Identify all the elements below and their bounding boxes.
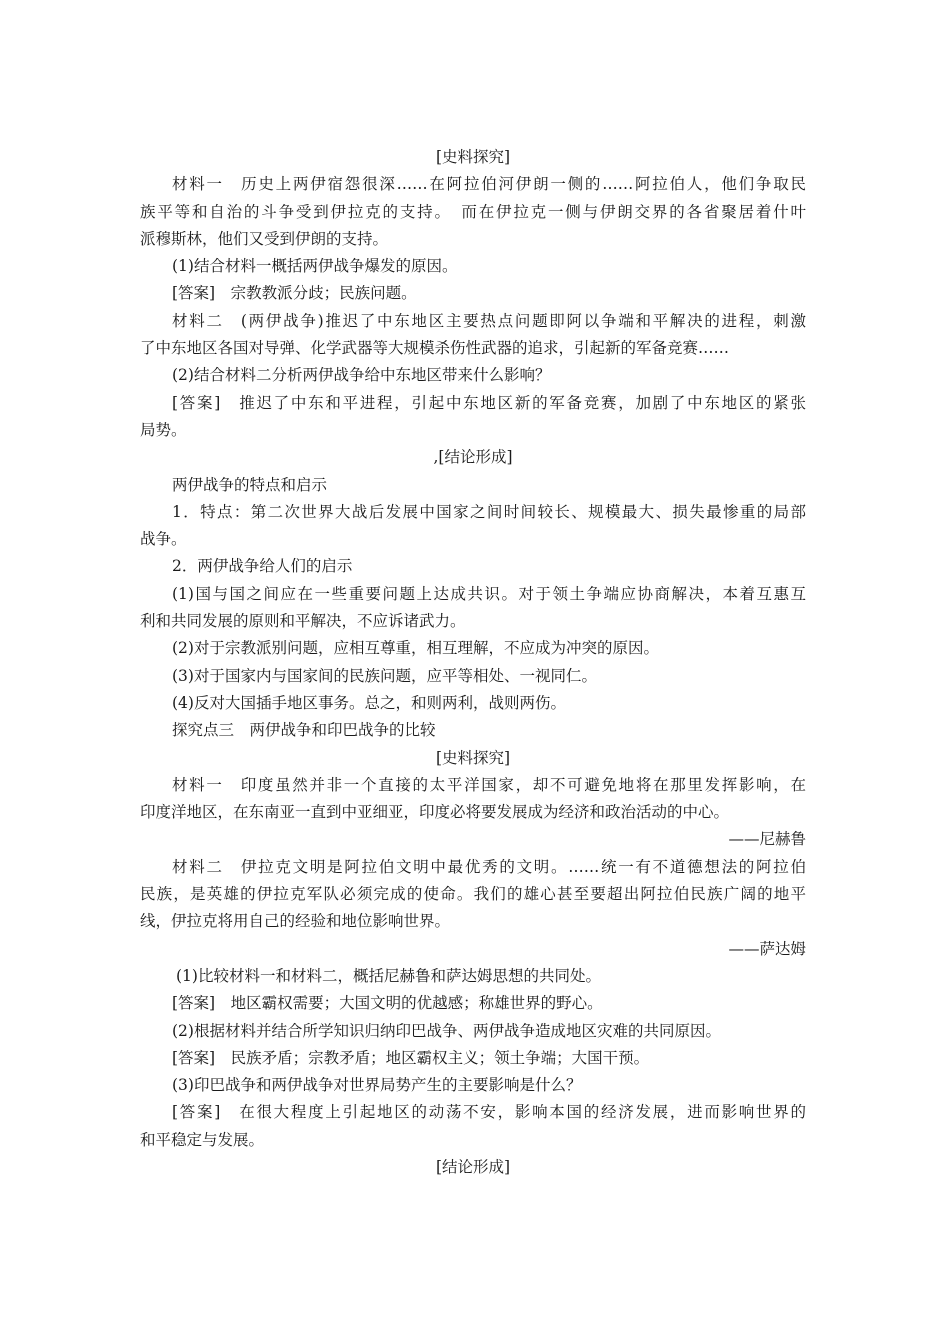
material-two-line-2: 了中东地区各国对导弹、化学武器等大规模杀伤性武器的追求，引起新的军备竞赛…… bbox=[140, 339, 730, 358]
attribution-nehru: ——尼赫鲁 bbox=[728, 830, 806, 849]
compare-answer-3-line-2: 和平稳定与发展。 bbox=[140, 1130, 265, 1149]
answer-2-line-1: [答案] 推迟了中东和平进程，引起中东地区新的军备竞赛，加剧了中东地区的紧张 bbox=[172, 393, 806, 412]
material-one-line-1: 材料一 历史上两伊宿怨很深……在阿拉伯河伊朗一侧的……阿拉伯人，他们争取民 bbox=[172, 175, 806, 194]
enlightenment-1-line-2: 利和共同发展的原则和平解决，不应诉诸武力。 bbox=[140, 612, 466, 631]
saddam-material-line-3: 线，伊拉克将用自己的经验和地位影响世界。 bbox=[140, 912, 451, 931]
section-heading-historical-inquiry-2: [史料探究] bbox=[435, 748, 511, 767]
enlightenment-4: (4)反对大国插手地区事务。总之，和则两利，战则两伤。 bbox=[172, 693, 566, 712]
document-page bbox=[140, 144, 806, 1181]
compare-question-1: (1)比较材料一和材料二，概括尼赫鲁和萨达姆思想的共同处。 bbox=[176, 966, 601, 985]
compare-answer-3-line-1: [答案] 在很大程度上引起地区的动荡不安，影响本国的经济发展，进而影响世界的 bbox=[172, 1103, 806, 1122]
inquiry-point-three: 探究点三 两伊战争和印巴战争的比较 bbox=[172, 721, 436, 740]
section-heading-historical-inquiry: [史料探究] bbox=[435, 148, 511, 166]
answer-2-line-2: 局势。 bbox=[140, 420, 187, 439]
enlightenment-2: (2)对于宗教派别问题，应相互尊重，相互理解，不应成为冲突的原因。 bbox=[172, 639, 659, 658]
enlightenment-3: (3)对于国家内与国家间的民族问题，应平等相处、一视同仁。 bbox=[172, 666, 597, 685]
saddam-material-line-1: 材料二 伊拉克文明是阿拉伯文明中最优秀的文明。……统一有不道德想法的阿拉伯 bbox=[172, 857, 806, 876]
attribution-saddam: ——萨达姆 bbox=[728, 939, 806, 958]
material-one-line-3: 派穆斯林，他们又受到伊朗的支持。 bbox=[140, 229, 389, 248]
feature-line-2: 战争。 bbox=[140, 530, 187, 549]
feature-line-1: 1．特点：第二次世界大战后发展中国家之间时间较长、规模最大、损失最惨重的局部 bbox=[172, 502, 806, 521]
question-2: (2)结合材料二分析两伊战争给中东地区带来什么影响？ bbox=[172, 366, 551, 385]
question-1: (1)结合材料一概括两伊战争爆发的原因。 bbox=[172, 257, 458, 276]
compare-answer-1: [答案] 地区霸权需要；大国文明的优越感；称雄世界的野心。 bbox=[172, 994, 603, 1013]
enlightenment-1-line-1: (1)国与国之间应在一些重要问题上达成共识。对于领土争端应协商解决，本着互惠互 bbox=[172, 584, 806, 603]
compare-question-3: (3)印巴战争和两伊战争对世界局势产生的主要影响是什么？ bbox=[172, 1076, 582, 1095]
section-heading-conclusion: ,[结论形成] bbox=[433, 448, 513, 467]
section-heading-conclusion-2: [结论形成] bbox=[435, 1157, 511, 1176]
compare-question-2: (2)根据材料并结合所学知识归纳印巴战争、两伊战争造成地区灾难的共同原因。 bbox=[172, 1021, 721, 1040]
saddam-material-line-2: 民族，是英雄的伊拉克军队必须完成的使命。我们的雄心甚至要超出阿拉伯民族广阔的地平 bbox=[140, 885, 806, 904]
conclusion-title: 两伊战争的特点和启示 bbox=[172, 475, 328, 494]
enlightenment-heading: 2．两伊战争给人们的启示 bbox=[172, 557, 353, 576]
answer-1: [答案] 宗教教派分歧；民族问题。 bbox=[172, 284, 417, 303]
nehru-material-line-2: 印度洋地区，在东南亚一直到中亚细亚，印度必将要发展成为经济和政治活动的中心。 bbox=[140, 803, 730, 822]
compare-answer-2: [答案] 民族矛盾；宗教矛盾；地区霸权主义；领土争端；大国干预。 bbox=[172, 1048, 650, 1067]
nehru-material-line-1: 材料一 印度虽然并非一个直接的太平洋国家，却不可避免地将在那里发挥影响，在 bbox=[172, 775, 806, 794]
material-one-line-2: 族平等和自治的斗争受到伊拉克的支持。 而在伊拉克一侧与伊朗交界的各省聚居着什叶 bbox=[140, 202, 806, 221]
material-two-line-1: 材料二 (两伊战争)推迟了中东地区主要热点问题即阿以争端和平解决的进程，刺激 bbox=[172, 311, 806, 330]
